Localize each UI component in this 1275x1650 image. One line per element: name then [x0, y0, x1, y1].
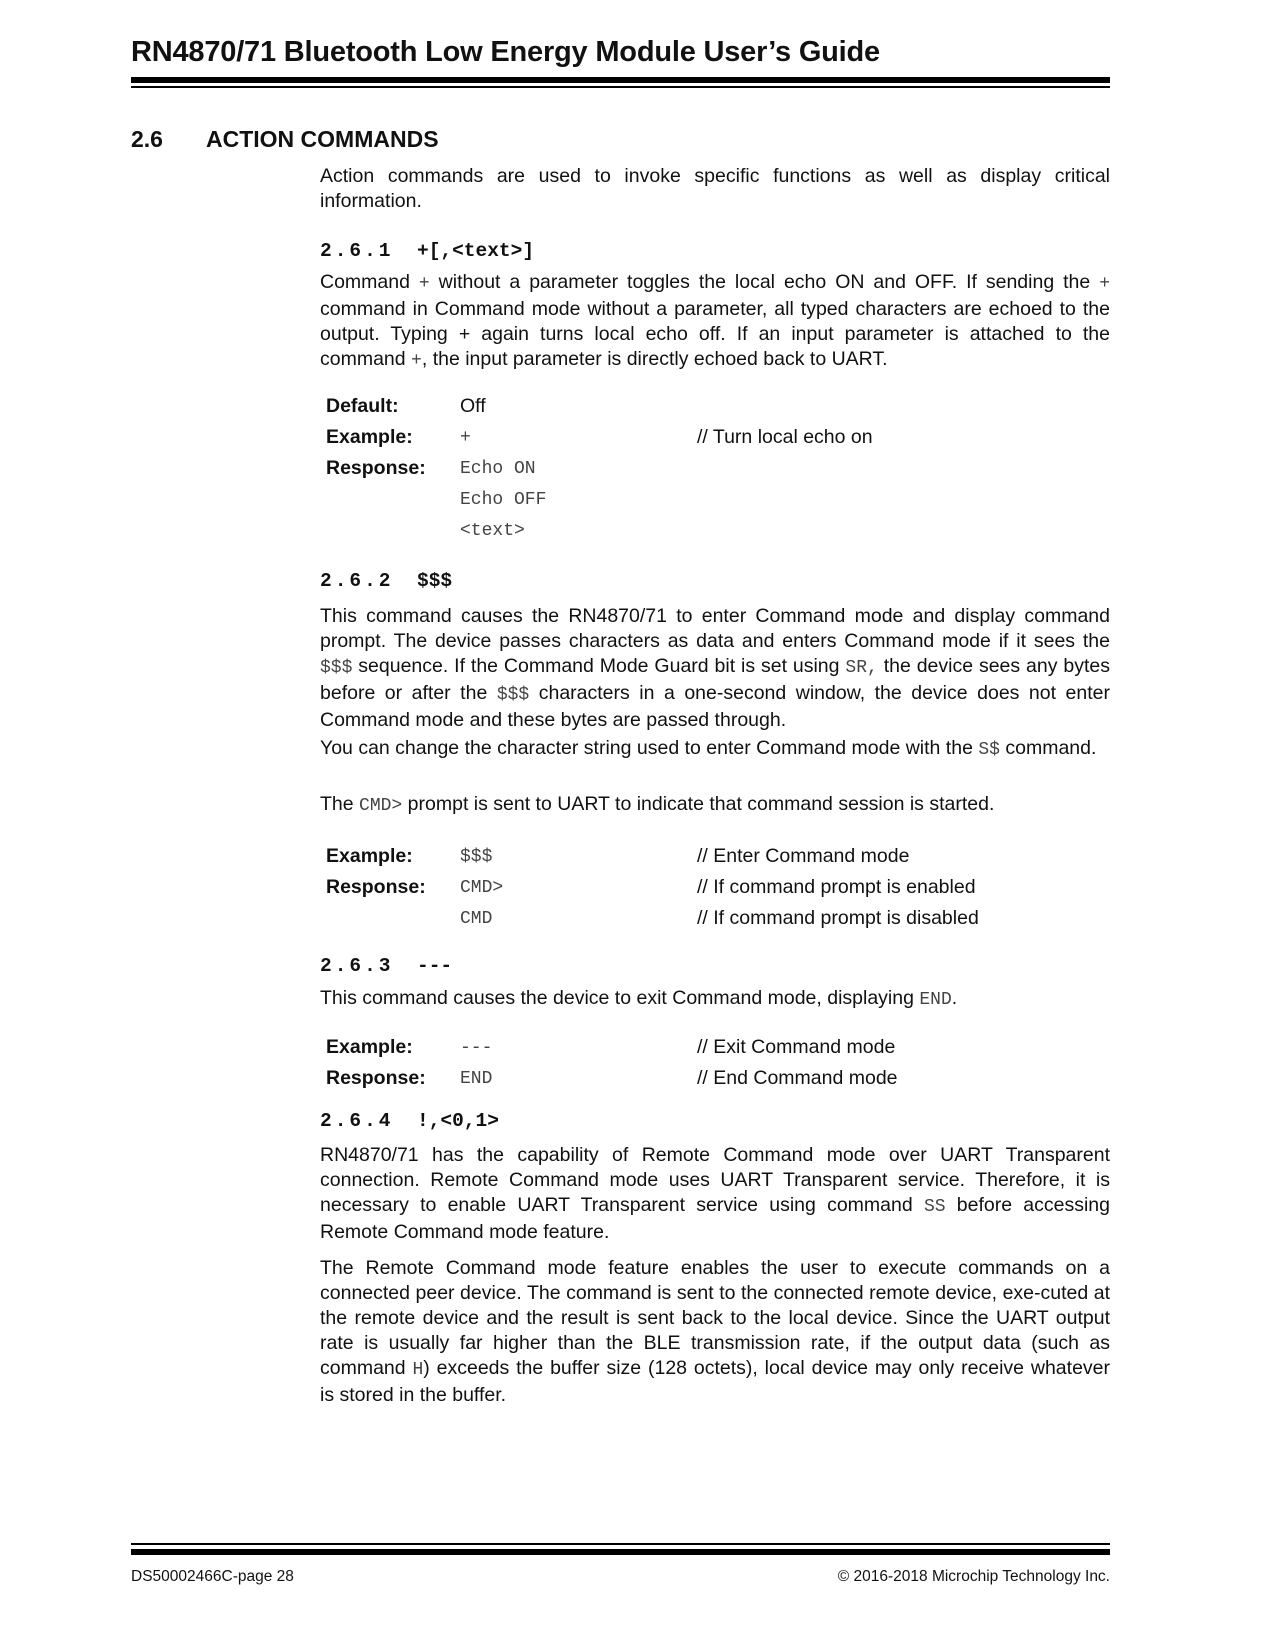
s261-paragraph: Command + without a parameter toggles the local echo ON and OFF. If sending the + command in Command mode without a parameter, all typed characters are echoed to the output. Typing + again turns local echo off. If an input parameter is attached to the command +, the input parameter is directly echoed back to UART.	[320, 271, 1110, 371]
response-value: END	[460, 1069, 493, 1089]
footer-rule-thin	[131, 1543, 1110, 1545]
s263-paragraph: This command causes the device to exit Command mode, displaying END.	[320, 987, 958, 1010]
footer-rule-thick	[131, 1549, 1110, 1555]
example-value: $$$	[460, 847, 493, 867]
response-label: Response:	[326, 457, 426, 479]
subsection-number: 2.6.2	[320, 570, 394, 592]
response-value: Echo OFF	[460, 490, 547, 510]
s262-paragraph-1: This command causes the RN4870/71 to enter Command mode and display command prompt. The device passes characters as data and enters Command mode if it sees the $$$ sequence. If the Command Mode Guard bit is set using SR, the device sees any bytes before or after the $$$ characters in a one-second window, the device does not enter Command mode and these bytes are passed through.	[320, 605, 1110, 731]
header-rule-thick	[131, 77, 1110, 83]
s264-paragraph-2: The Remote Command mode feature enables the user to execute commands on a connected peer device. The command is sent to the connected remote device, exe-cuted at the remote device and the result is sent back to the local device. Since the UART output rate is usually far higher than the BLE transmission rate, if the output data (such as command H) exceeds the buffer size (128 octets), local device may only receive whatever is stored in the buffer.	[320, 1257, 1110, 1406]
response-comment: // If command prompt is enabled	[697, 876, 976, 898]
section-number: 2.6	[131, 126, 163, 152]
s264-paragraph-1: RN4870/71 has the capability of Remote Command mode over UART Transparent connection. Remote Command mode uses UART Transparent service. Therefore, it is necessary to enable UART Transparent service using command SS before accessing Remote Command mode feature.	[320, 1144, 1110, 1243]
example-label: Example:	[326, 1036, 413, 1058]
response-label: Response:	[326, 876, 426, 898]
example-label: Example:	[326, 845, 413, 867]
subsection-title: +[,<text>]	[417, 240, 535, 262]
s262-paragraph-3: The CMD> prompt is sent to UART to indicate that command session is started.	[320, 793, 995, 816]
footer-page-id: DS50002466C-page 28	[131, 1568, 294, 1585]
subsection-title: !,<0,1>	[417, 1110, 499, 1132]
response-value: CMD>	[460, 878, 504, 898]
subsection-number: 2.6.1	[320, 240, 394, 262]
subsection-2-6-4-heading	[320, 1110, 499, 1132]
response-comment: // If command prompt is disabled	[697, 907, 979, 929]
subsection-2-6-1-heading	[320, 240, 534, 262]
example-comment: // Exit Command mode	[697, 1036, 896, 1058]
footer-copyright: © 2016-2018 Microchip Technology Inc.	[837, 1568, 1110, 1585]
subsection-number: 2.6.4	[320, 1110, 394, 1132]
section-intro: Action commands are used to invoke specific functions as well as display critical information.	[320, 165, 1110, 212]
response-label: Response:	[326, 1067, 426, 1089]
example-comment: // Enter Command mode	[697, 845, 910, 867]
example-value: +	[460, 428, 471, 448]
header-rule-thin	[131, 86, 1110, 88]
document-title: RN4870/71 Bluetooth Low Energy Module User’s Guide	[131, 36, 880, 68]
default-label: Default:	[326, 395, 399, 417]
subsection-title: $$$	[417, 570, 453, 592]
response-value: <text>	[460, 521, 525, 541]
subsection-2-6-2-heading	[320, 570, 452, 592]
s262-paragraph-2: You can change the character string used to enter Command mode with the S$ command.	[320, 737, 1097, 760]
response-value: Echo ON	[460, 459, 536, 479]
subsection-2-6-3-heading	[320, 955, 452, 977]
response-value: CMD	[460, 909, 493, 929]
example-comment: // Turn local echo on	[697, 426, 873, 448]
subsection-number: 2.6.3	[320, 955, 394, 977]
example-value: ---	[460, 1038, 493, 1058]
response-comment: // End Command mode	[697, 1067, 898, 1089]
subsection-title: ---	[417, 955, 453, 977]
default-value: Off	[460, 395, 486, 417]
example-label: Example:	[326, 426, 413, 448]
section-title: ACTION COMMANDS	[206, 126, 439, 152]
